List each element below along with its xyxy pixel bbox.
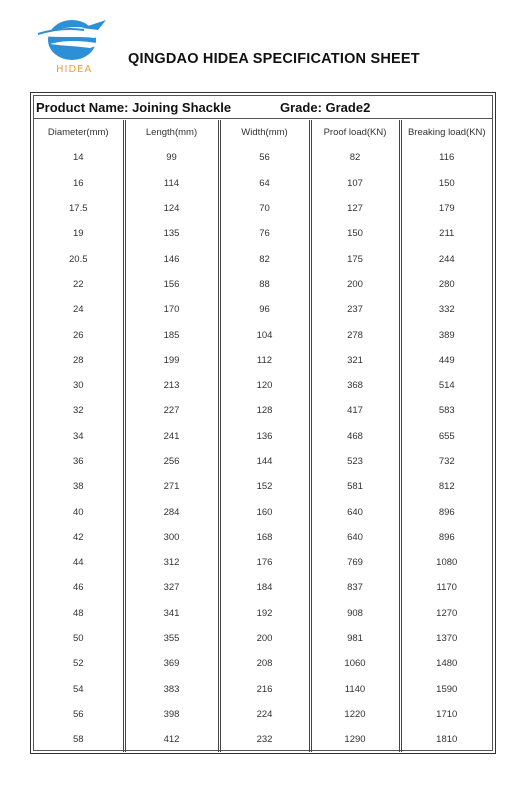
width-cell: 184	[219, 575, 310, 600]
proof-load-cell: 468	[310, 424, 400, 449]
width-cell: 96	[219, 297, 310, 322]
logo-wordmark: HIDEA	[56, 64, 93, 75]
length-cell: 99	[124, 145, 219, 170]
width-cell: 192	[219, 601, 310, 626]
width-cell: 160	[219, 499, 310, 524]
breaking-load-cell: 179	[438, 203, 455, 215]
breaking-load-cell: 655	[438, 430, 455, 442]
table-row	[34, 449, 492, 474]
breaking-load-cell: 280	[438, 278, 455, 290]
diameter-cell: 56	[34, 702, 124, 727]
diameter-cell: 17.5	[34, 196, 124, 221]
proof-load-cell: 1140	[310, 677, 400, 702]
table-row	[34, 373, 492, 398]
proof-load-cell: 321	[310, 348, 400, 373]
table-row	[34, 525, 492, 550]
table-row	[34, 424, 492, 449]
length-cell: 312	[124, 550, 219, 575]
proof-load-cell: 640	[310, 525, 400, 550]
diameter-cell: 16	[34, 171, 124, 196]
header-width: Width(mm)	[219, 120, 310, 145]
diameter-cell: 24	[34, 297, 124, 322]
table-row	[34, 575, 492, 600]
table-row	[34, 626, 492, 651]
length-cell: 327	[124, 575, 219, 600]
sheet-title: QINGDAO HIDEA SPECIFICATION SHEET	[128, 51, 420, 67]
diameter-cell: 54	[34, 677, 124, 702]
breaking-load-cell: 1270	[436, 607, 458, 619]
proof-load-cell: 150	[310, 221, 400, 246]
proof-load-cell: 1220	[310, 702, 400, 727]
table-row	[34, 348, 492, 373]
proof-load-cell: 237	[310, 297, 400, 322]
table-row	[34, 297, 492, 322]
breaking-load-cell: 244	[438, 253, 455, 265]
breaking-load-cell: 116	[439, 152, 455, 164]
proof-load-cell: 581	[310, 474, 400, 499]
diameter-cell: 32	[34, 398, 124, 423]
proof-load-cell: 523	[310, 449, 400, 474]
length-cell: 412	[124, 727, 219, 752]
product-name: Product Name: Joining Shackle	[36, 100, 232, 115]
table-row	[34, 322, 492, 347]
table-row	[34, 171, 492, 196]
diameter-cell: 48	[34, 601, 124, 626]
width-cell: 216	[219, 677, 310, 702]
width-cell: 104	[219, 322, 310, 347]
table-row	[34, 246, 492, 271]
table-row	[34, 145, 492, 170]
header-proof-load: Proof load(KN)	[310, 120, 400, 145]
breaking-load-cell: 211	[439, 228, 455, 240]
breaking-load-cell: 1710	[436, 708, 458, 720]
diameter-cell: 46	[34, 575, 124, 600]
product-grade: Grade: Grade2	[280, 100, 371, 115]
width-cell: 56	[219, 145, 310, 170]
breaking-load-cell: 150	[438, 177, 455, 189]
header-breaking-load: Breaking load(KN)	[407, 127, 486, 139]
diameter-cell: 40	[34, 499, 124, 524]
breaking-load-cell: 896	[438, 531, 455, 543]
width-cell: 136	[219, 424, 310, 449]
width-cell: 224	[219, 702, 310, 727]
proof-load-cell: 1060	[310, 651, 400, 676]
length-cell: 227	[124, 398, 219, 423]
table-row	[34, 651, 492, 676]
proof-load-cell: 417	[310, 398, 400, 423]
header-length: Length(mm)	[124, 120, 219, 145]
length-cell: 156	[124, 272, 219, 297]
proof-load-cell: 82	[310, 145, 400, 170]
proof-load-cell: 981	[310, 626, 400, 651]
length-cell: 114	[124, 171, 219, 196]
breaking-load-cell: 583	[438, 405, 455, 417]
breaking-load-cell: 1810	[436, 734, 458, 746]
length-cell: 170	[124, 297, 219, 322]
logo-emblem-icon	[36, 14, 116, 70]
spec-table	[34, 120, 492, 752]
length-cell: 383	[124, 677, 219, 702]
width-cell: 208	[219, 651, 310, 676]
table-row	[34, 196, 492, 221]
diameter-cell: 42	[34, 525, 124, 550]
breaking-load-cell: 514	[438, 380, 455, 392]
length-cell: 398	[124, 702, 219, 727]
diameter-cell: 30	[34, 373, 124, 398]
width-cell: 120	[219, 373, 310, 398]
diameter-cell: 34	[34, 424, 124, 449]
length-cell: 124	[124, 196, 219, 221]
table-row	[34, 474, 492, 499]
length-cell: 271	[124, 474, 219, 499]
width-cell: 200	[219, 626, 310, 651]
breaking-load-cell: 896	[438, 506, 455, 518]
width-cell: 176	[219, 550, 310, 575]
width-cell: 232	[219, 727, 310, 752]
proof-load-cell: 200	[310, 272, 400, 297]
header-diameter: Diameter(mm)	[34, 120, 124, 145]
proof-load-cell: 107	[310, 171, 400, 196]
length-cell: 341	[124, 601, 219, 626]
breaking-load-cell: 1590	[436, 683, 458, 695]
width-cell: 168	[219, 525, 310, 550]
diameter-cell: 50	[34, 626, 124, 651]
width-cell: 152	[219, 474, 310, 499]
breaking-load-cell: 812	[438, 481, 455, 493]
length-cell: 213	[124, 373, 219, 398]
breaking-load-cell: 732	[438, 456, 455, 467]
length-cell: 355	[124, 626, 219, 651]
proof-load-cell: 368	[310, 373, 400, 398]
table-row	[34, 550, 492, 575]
product-row	[36, 100, 494, 116]
length-cell: 284	[124, 499, 219, 524]
proof-load-cell: 1290	[310, 727, 400, 752]
length-cell: 199	[124, 348, 219, 373]
diameter-cell: 38	[34, 474, 124, 499]
breaking-load-cell: 1370	[436, 633, 458, 645]
diameter-cell: 44	[34, 550, 124, 575]
length-cell: 241	[124, 424, 219, 449]
width-cell: 128	[219, 398, 310, 423]
diameter-cell: 52	[34, 651, 124, 676]
proof-load-cell: 769	[310, 550, 400, 575]
length-cell: 256	[124, 449, 219, 474]
length-cell: 369	[124, 651, 219, 676]
table-row	[34, 398, 492, 423]
table-row	[34, 601, 492, 626]
diameter-cell: 14	[34, 145, 124, 170]
breaking-load-cell: 389	[438, 329, 455, 341]
width-cell: 64	[219, 171, 310, 196]
width-cell: 76	[219, 221, 310, 246]
diameter-cell: 36	[34, 449, 124, 474]
length-cell: 185	[124, 322, 219, 347]
length-cell: 300	[124, 525, 219, 550]
table-row	[34, 272, 492, 297]
width-cell: 82	[219, 246, 310, 271]
width-cell: 88	[219, 272, 310, 297]
proof-load-cell: 908	[310, 601, 400, 626]
breaking-load-cell: 1080	[436, 557, 458, 569]
width-cell: 112	[219, 348, 310, 373]
diameter-cell: 19	[34, 221, 124, 246]
breaking-load-cell: 449	[438, 354, 455, 366]
diameter-cell: 26	[34, 322, 124, 347]
width-cell: 144	[219, 449, 310, 474]
length-cell: 146	[124, 246, 219, 271]
diameter-cell: 22	[34, 272, 124, 297]
breaking-load-cell: 1480	[436, 658, 458, 670]
proof-load-cell: 278	[310, 322, 400, 347]
proof-load-cell: 127	[310, 196, 400, 221]
table-row	[34, 677, 492, 702]
breaking-load-cell: 1170	[436, 582, 457, 594]
diameter-cell: 28	[34, 348, 124, 373]
diameter-cell: 20.5	[34, 246, 124, 271]
diameter-cell: 58	[34, 727, 124, 752]
proof-load-cell: 837	[310, 575, 400, 600]
table-row	[34, 499, 492, 524]
proof-load-cell: 175	[310, 246, 400, 271]
table-row	[34, 702, 492, 727]
table-row	[34, 727, 492, 752]
width-cell: 70	[219, 196, 310, 221]
length-cell: 135	[124, 221, 219, 246]
table-row	[34, 221, 492, 246]
proof-load-cell: 640	[310, 499, 400, 524]
divider	[33, 118, 493, 119]
breaking-load-cell: 332	[438, 304, 455, 316]
table-header-row	[34, 120, 492, 145]
